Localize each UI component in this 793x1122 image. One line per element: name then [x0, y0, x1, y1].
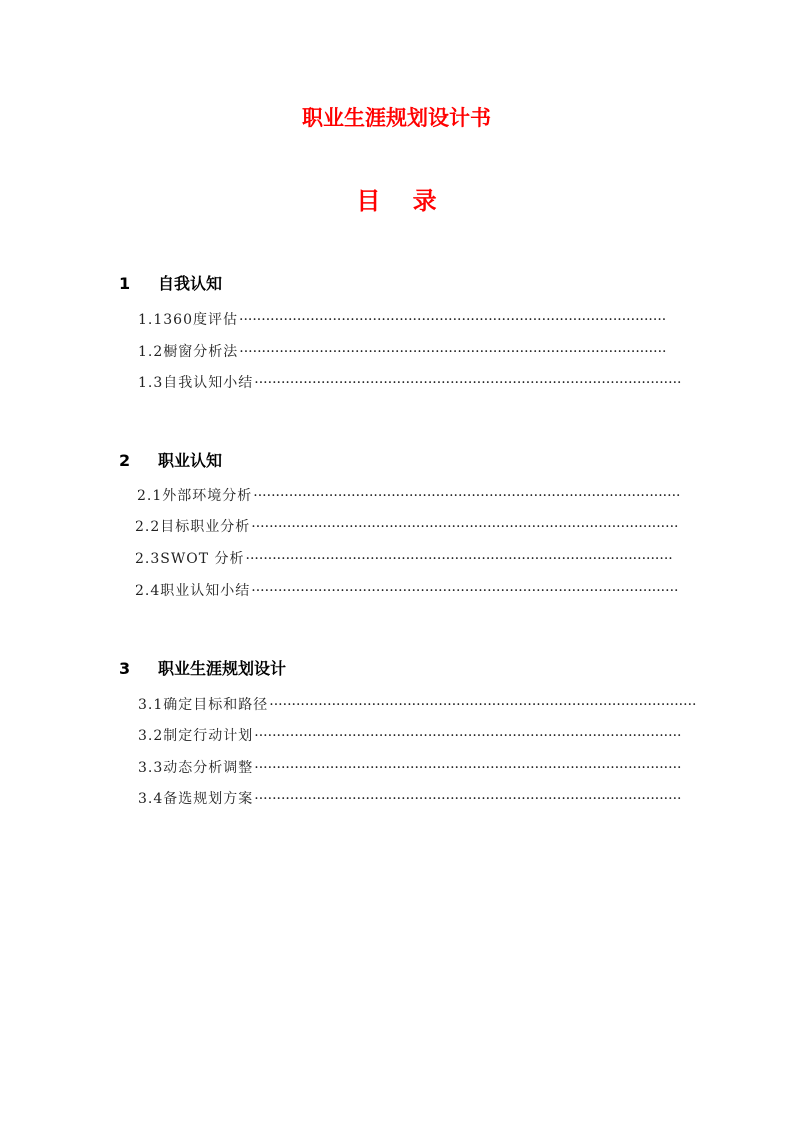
toc-entry-2-3[interactable]: [135, 548, 673, 570]
entry-text: 备选规划方案: [163, 791, 254, 807]
section-title: 职业生涯规划设计: [158, 659, 287, 678]
dot-leader: ································································································: [254, 791, 682, 807]
section-number: 1: [119, 274, 131, 293]
dot-leader: ································································································: [254, 375, 682, 391]
entry-text: 确定目标和路径: [163, 697, 269, 713]
entry-text: 橱窗分析法: [163, 344, 239, 360]
toc-entry-1-3[interactable]: [138, 372, 682, 394]
document-title: 职业生涯规划设计书: [302, 106, 491, 130]
toc-entry-3-3[interactable]: [138, 757, 682, 779]
toc-entry-2-1[interactable]: [137, 485, 681, 507]
toc-entry-3-2[interactable]: [138, 725, 682, 747]
entry-text: SWOT 分析: [160, 551, 245, 567]
dot-leader: ································································································: [239, 312, 667, 328]
entry-number: 1.1: [138, 312, 164, 328]
entry-text: 目标职业分析: [160, 519, 251, 535]
entry-number: 2.4: [135, 583, 161, 599]
entry-text: 自我认知小结: [163, 375, 254, 391]
entry-number: 2.1: [137, 488, 163, 504]
entry-number: 2.2: [135, 519, 161, 535]
section-title: 自我认知: [158, 274, 223, 293]
entry-text: 360度评估: [163, 312, 238, 328]
entry-number: 1.3: [138, 375, 164, 391]
toc-entry-2-2[interactable]: [135, 516, 679, 538]
dot-leader: ································································································: [251, 519, 679, 535]
toc-entry-3-1[interactable]: [138, 694, 697, 716]
section-number: 2: [119, 451, 131, 470]
toc-entry-1-1[interactable]: [138, 309, 667, 331]
entry-number: 3.3: [138, 760, 164, 776]
section-number: 3: [119, 659, 131, 678]
entry-number: 1.2: [138, 344, 164, 360]
entry-number: 3.1: [138, 697, 164, 713]
toc-heading: 目 录: [356, 187, 449, 215]
dot-leader: ································································································: [239, 344, 667, 360]
entry-text: 制定行动计划: [163, 728, 254, 744]
dot-leader: ································································································: [251, 583, 679, 599]
toc-entry-2-4[interactable]: [135, 580, 679, 602]
dot-leader: ································································································: [254, 728, 682, 744]
entry-number: 2.3: [135, 551, 161, 567]
toc-entry-3-4[interactable]: [138, 788, 682, 810]
toc-entry-1-2[interactable]: [138, 341, 667, 363]
dot-leader: ································································································: [253, 488, 681, 504]
dot-leader: ································································································: [269, 697, 697, 713]
toc-section-3[interactable]: [119, 658, 286, 680]
toc-section-1[interactable]: [119, 273, 222, 295]
section-title: 职业认知: [158, 451, 223, 470]
entry-text: 职业认知小结: [160, 583, 251, 599]
entry-number: 3.4: [138, 791, 164, 807]
toc-section-2[interactable]: [119, 450, 222, 472]
entry-text: 外部环境分析: [162, 488, 253, 504]
dot-leader: ································································································: [254, 760, 682, 776]
dot-leader: ································································································: [245, 551, 673, 567]
entry-text: 动态分析调整: [163, 760, 254, 776]
entry-number: 3.2: [138, 728, 164, 744]
